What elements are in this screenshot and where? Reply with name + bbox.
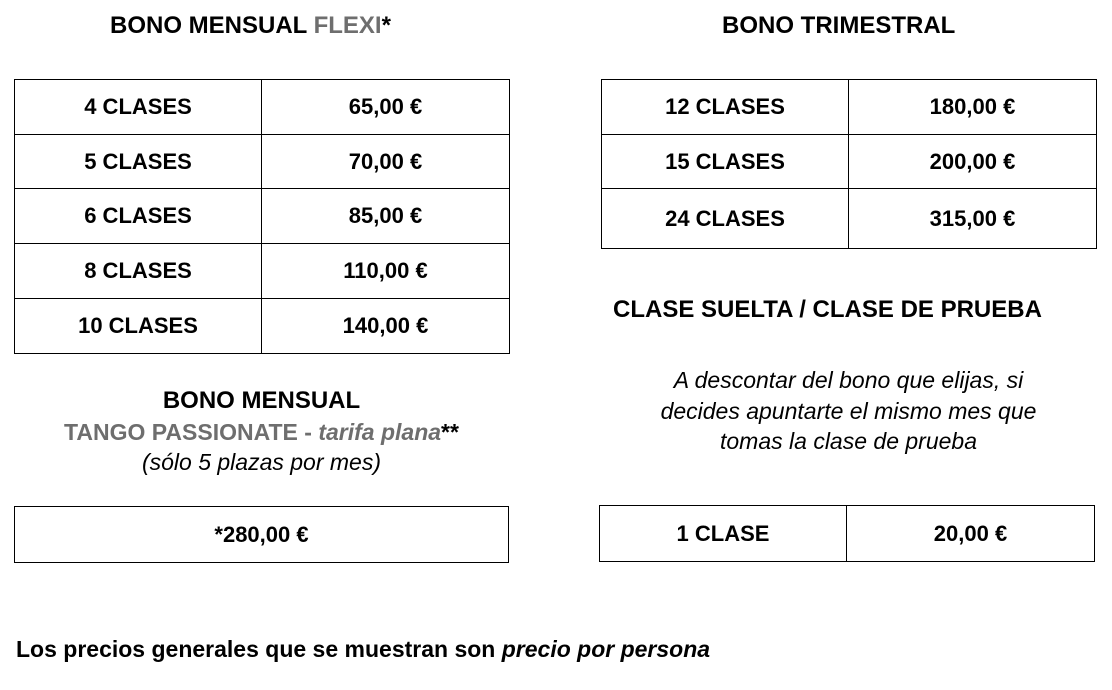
tango-title-block	[14, 386, 509, 478]
footer-text: Los precios generales que se muestran son	[16, 636, 502, 662]
price-cell: 200,00 €	[849, 135, 1097, 189]
tango-title-mark: **	[441, 418, 459, 445]
table-row	[15, 244, 510, 299]
description-line: tomas la clase de prueba	[720, 428, 977, 454]
monthly-flexi-title-main: BONO MENSUAL	[110, 12, 314, 39]
tango-title-name: TANGO PASSIONATE -	[64, 418, 319, 445]
classes-cell: 1 CLASE	[600, 506, 847, 562]
single-class-title: CLASE SUELTA / CLASE DE PRUEBA	[613, 296, 1042, 323]
table-row	[600, 506, 1095, 562]
classes-cell: 8 CLASES	[15, 244, 262, 299]
classes-cell: 10 CLASES	[15, 299, 262, 354]
price-cell: 65,00 €	[262, 80, 510, 135]
quarterly-table	[601, 79, 1097, 249]
price-cell: 315,00 €	[849, 189, 1097, 249]
footer-emphasis: precio por persona	[501, 636, 711, 662]
table-row	[15, 507, 509, 563]
classes-cell: 5 CLASES	[15, 135, 262, 189]
classes-cell: 15 CLASES	[602, 135, 849, 189]
price-cell: 20,00 €	[847, 506, 1095, 562]
single-class-table	[599, 505, 1095, 562]
description-line: A descontar del bono que elijas, si	[673, 367, 1024, 393]
footer-note	[16, 634, 710, 664]
tango-subtitle: (sólo 5 plazas por mes)	[141, 449, 382, 475]
price-cell: 140,00 €	[262, 299, 510, 354]
table-row	[602, 80, 1097, 135]
classes-cell: 24 CLASES	[602, 189, 849, 249]
monthly-flexi-title-highlight: FLEXI	[313, 12, 382, 39]
table-row	[15, 135, 510, 189]
table-row	[602, 135, 1097, 189]
monthly-flexi-title	[110, 12, 391, 40]
table-row	[15, 189, 510, 244]
tango-title-line1: BONO MENSUAL	[162, 387, 361, 414]
table-row	[15, 80, 510, 135]
price-cell: *280,00 €	[15, 507, 509, 563]
monthly-flexi-table	[14, 79, 510, 354]
monthly-flexi-title-mark: *	[381, 12, 391, 39]
classes-cell: 12 CLASES	[602, 80, 849, 135]
classes-cell: 4 CLASES	[15, 80, 262, 135]
description-line: decides apuntarte el mismo mes que	[660, 397, 1037, 424]
classes-cell: 6 CLASES	[15, 189, 262, 244]
tango-title-rate: tarifa plana	[318, 418, 442, 445]
single-class-description	[601, 365, 1096, 457]
quarterly-title: BONO TRIMESTRAL	[722, 12, 956, 39]
price-cell: 70,00 €	[262, 135, 510, 189]
price-cell: 110,00 €	[262, 244, 510, 299]
tango-table	[14, 506, 509, 563]
table-row	[15, 299, 510, 354]
price-cell: 180,00 €	[849, 80, 1097, 135]
tango-title-line2	[14, 417, 509, 448]
price-cell: 85,00 €	[262, 189, 510, 244]
table-row	[602, 189, 1097, 249]
